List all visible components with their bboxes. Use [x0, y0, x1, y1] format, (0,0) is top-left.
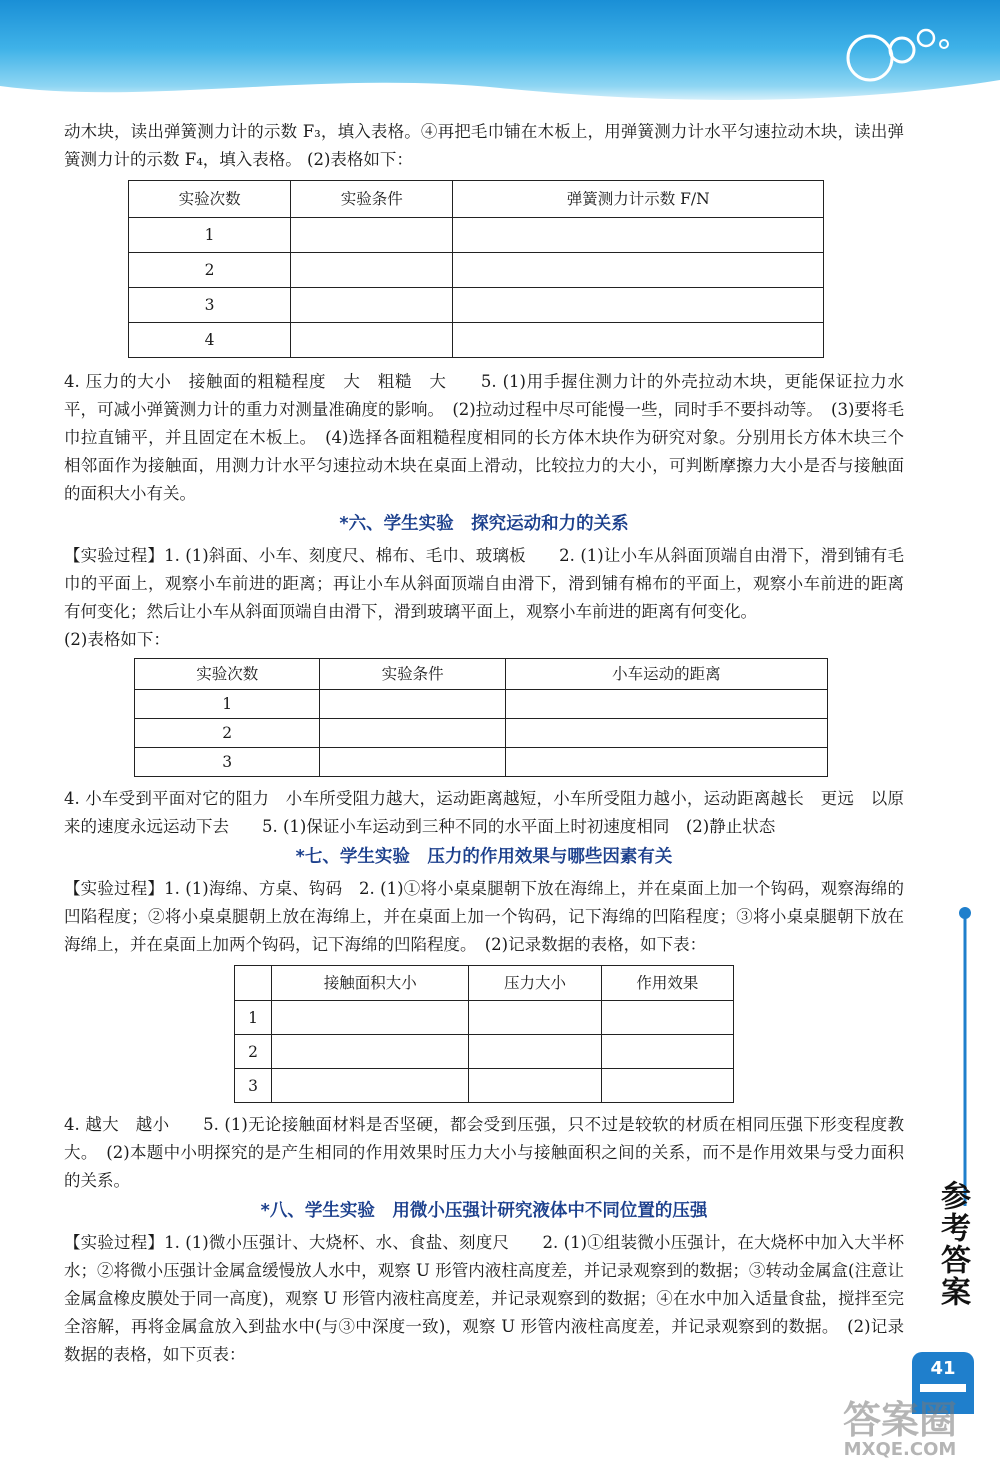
table-header: 实验次数 — [129, 181, 291, 218]
watermark-line1: 答案圈 — [842, 1398, 957, 1442]
cart-distance-table — [134, 658, 828, 777]
row-number: 2 — [129, 253, 291, 288]
table-header: 小车运动的距离 — [505, 659, 827, 690]
page-bar — [920, 1384, 966, 1392]
paragraph-4: 4. 小车受到平面对它的阻力 小车所受阻力越大，运动距离越短，小车所受阻力越小，运动距离越长 更远 以原来的速度永远运动下去 5. (1)保证小车运动到三种不同的水平面上时初速度相同 (2)静止状态 — [64, 789, 904, 836]
section-heading-6: *六、学生实验 探究运动和力的关系 — [339, 514, 629, 534]
spring-scale-table — [128, 180, 824, 358]
watermark — [800, 1400, 1000, 1464]
row-number: 2 — [135, 719, 320, 748]
table-header: 接触面积大小 — [272, 966, 469, 1001]
paragraph-6: 4. 越大 越小 5. (1)无论接触面材料是否坚硬，都会受到压强，只不过是较软的材质在相同压强下形变程度教大。 (2)本题中小明探究的是产生相同的作用效果时压力大小与接触面积之间的关系，而不是作用效果与受力面积的关系。 — [64, 1115, 904, 1190]
row-number: 3 — [235, 1069, 272, 1103]
row-number: 1 — [235, 1001, 272, 1035]
table-header: 实验条件 — [320, 659, 505, 690]
pressure-effect-table — [234, 965, 734, 1103]
table-header: 作用效果 — [601, 966, 733, 1001]
row-number: 3 — [135, 748, 320, 777]
table-header: 实验次数 — [135, 659, 320, 690]
paragraph-1: 动木块，读出弹簧测力计的示数 F₃，填入表格。④再把毛巾铺在木板上，用弹簧测力计水平匀速拉动木块，读出弹簧测力计的示数 F₄，填入表格。 (2)表格如下： — [64, 122, 904, 169]
row-number: 1 — [135, 690, 320, 719]
table-header: 压力大小 — [469, 966, 601, 1001]
table-header: 实验条件 — [291, 181, 453, 218]
row-number: 2 — [235, 1035, 272, 1069]
paragraph-5: 【实验过程】1. (1)海绵、方桌、钩码 2. (1)①将小桌桌腿朝下放在海绵上，并在桌面上加一个钩码，观察海绵的凹陷程度；②将小桌桌腿朝上放在海绵上，并在桌面上加一个钩码，记下海绵的凹陷程度；③将小桌桌腿朝下放在海绵上，并在桌面上加两个钩码，记下海绵的凹陷程度。 (2)记录数据的表格，如下表： — [64, 879, 904, 954]
row-number: 3 — [129, 288, 291, 323]
paragraph-3: 【实验过程】1. (1)斜面、小车、刻度尺、棉布、毛巾、玻璃板 2. (1)让小车从斜面顶端自由滑下，滑到铺有毛巾的平面上，观察小车前进的距离；再让小车从斜面顶端自由滑下，滑到铺有棉布的平面上，观察小车前进的距离有何变化；然后让小车从斜面顶端自由滑下，滑到玻璃平面上，观察小车前进的距离有何变化。 — [64, 546, 904, 621]
sidebar-line-icon — [958, 906, 972, 1206]
bubbles-icon — [840, 14, 980, 94]
section-heading-8: *八、学生实验 用微小压强计研究液体中不同位置的压强 — [260, 1201, 708, 1221]
header-banner — [0, 0, 1000, 108]
paragraph-7: 【实验过程】1. (1)微小压强计、大烧杯、水、食盐、刻度尺 2. (1)①组装微小压强计，在大烧杯中加入大半杯水；②将微小压强计金属盒缓慢放人水中，观察 U 形管内液柱高度差，并记录观察到的数据；③转动金属盒(注意让金属盒橡皮膜处于同一高度)，观察 U 形管内液柱高度差，并记录观察到的数据；④在水中加入适量食盐，搅拌至完全溶解，再将金属盒放入到盐水中(与③中深度一致)，观察 U 形管内液柱高度差，并记录观察到的数据。 (2)记录数据的表格，如下页表： — [64, 1233, 904, 1364]
table-header — [235, 966, 272, 1001]
section-heading-7: *七、学生实验 压力的作用效果与哪些因素有关 — [295, 847, 673, 867]
row-number: 4 — [129, 323, 291, 358]
watermark-line2: MXQE.COM — [843, 1439, 957, 1460]
paragraph-2: 4. 压力的大小 接触面的粗糙程度 大 粗糙 大 5. (1)用手握住测力计的外壳拉动木块，更能保证拉力水平，可减小弹簧测力计的重力对测量准确度的影响。 (2)拉动过程中尽可能慢一些，同时手不要抖动等。 (3)要将毛巾拉直铺平，并且固定在木板上。 (4)选择各面粗糙程度相同的长方体木块作为研究对象。分别用长方体木块三个相邻面作为接触面，用测力计水平匀速拉动木块在桌面上滑动，比较拉力的大小，可判断摩擦力大小是否与接触面的面积大小有关。 — [64, 372, 904, 503]
paragraph-3b: (2)表格如下： — [64, 630, 170, 649]
answer-content — [64, 118, 904, 1369]
row-number: 1 — [129, 218, 291, 253]
table-header: 弹簧测力计示数 F/N — [453, 181, 824, 218]
page-number: 41 — [930, 1358, 956, 1379]
reference-answer-label: 参考答案 — [935, 1180, 970, 1308]
